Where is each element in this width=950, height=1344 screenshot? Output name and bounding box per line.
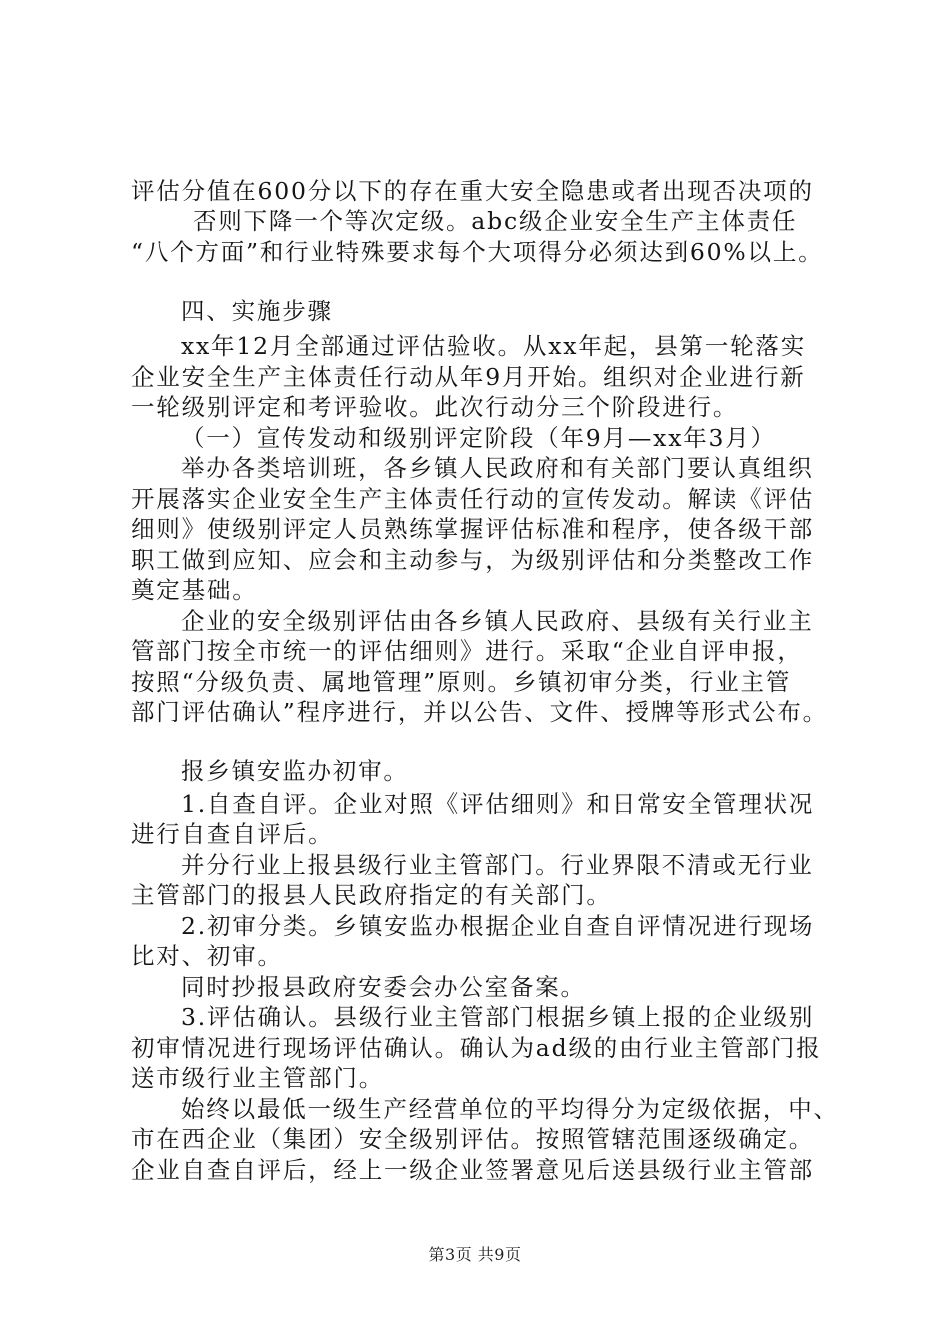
text-line: 评估分值在600分以下的存在重大安全隐患或者出现否决项的 — [131, 177, 814, 205]
text-line: 并分行业上报县级行业主管部门。行业界限不清或无行业 — [181, 851, 814, 879]
text-line: 一轮级别评定和考评验收。此次行动分三个阶段进行。 — [131, 393, 739, 421]
text-line: 进行自查自评后。 — [131, 820, 334, 848]
text-line: “八个方面”和行业特殊要求每个大项得分必须达到60%以上。 — [131, 238, 824, 266]
section-heading: 四、实施步骤 — [181, 297, 333, 325]
subsection-heading: （一）宣传发动和级别评定阶段（年9月—xx年3月） — [181, 424, 776, 452]
text-line: 同时抄报县政府安委会办公室备案。 — [181, 973, 586, 1001]
text-line: 2.初审分类。乡镇安监办根据企业自查自评情况进行现场 — [181, 912, 815, 940]
text-line: 职工做到应知、应会和主动参与，为级别评估和分类整改工作 — [131, 546, 815, 574]
text-line: 细则》使级别评定人员熟练掌握评估标准和程序，使各级干部 — [131, 515, 815, 543]
text-line: 初审情况进行现场评估确认。确认为ad级的由行业主管部门报 — [131, 1034, 822, 1062]
text-line: 开展落实企业安全生产主体责任行动的宣传发动。解读《评估 — [131, 485, 815, 513]
text-line: 管部门按全市统一的评估细则》进行。采取“企业自评申报， — [131, 637, 803, 665]
text-line: 主管部门的报县人民政府指定的有关部门。 — [131, 881, 612, 909]
text-line: 3.评估确认。县级行业主管部门根据乡镇上报的企业级别 — [181, 1003, 815, 1031]
text-line: 按照“分级负责、属地管理”原则。乡镇初审分类，行业主管 — [131, 668, 792, 696]
text-line: 举办各类培训班，各乡镇人民政府和有关部门要认真组织 — [181, 454, 814, 482]
text-line: 奠定基础。 — [131, 576, 258, 604]
text-line: 报乡镇安监办初审。 — [181, 757, 409, 785]
text-line: xx年12月全部通过评估验收。从xx年起，县第一轮落实 — [181, 332, 807, 360]
text-line: 否则下降一个等次定级。abc级企业安全生产主体责任 — [193, 207, 798, 235]
text-line: 企业自查自评后，经上一级企业签署意见后送县级行业主管部 — [131, 1156, 815, 1184]
text-line: 企业的安全级别评估由各乡镇人民政府、县级有关行业主 — [181, 607, 814, 635]
text-line: 始终以最低一级生产经营单位的平均得分为定级依据，中、 — [181, 1095, 839, 1123]
text-line: 1.自查自评。企业对照《评估细则》和日常安全管理状况 — [181, 790, 815, 818]
text-line: 部门评估确认”程序进行，并以公告、文件、授牌等形式公布。 — [131, 698, 828, 726]
text-line: 送市级行业主管部门。 — [131, 1064, 384, 1092]
text-line: 比对、初审。 — [131, 942, 283, 970]
text-line: 企业安全生产主体责任行动从年9月开始。组织对企业进行新 — [131, 363, 806, 391]
page-number-footer: 第3页 共9页 — [428, 1245, 522, 1264]
text-line: 市在西企业（集团）安全级别评估。按照管辖范围逐级确定。 — [131, 1125, 815, 1153]
